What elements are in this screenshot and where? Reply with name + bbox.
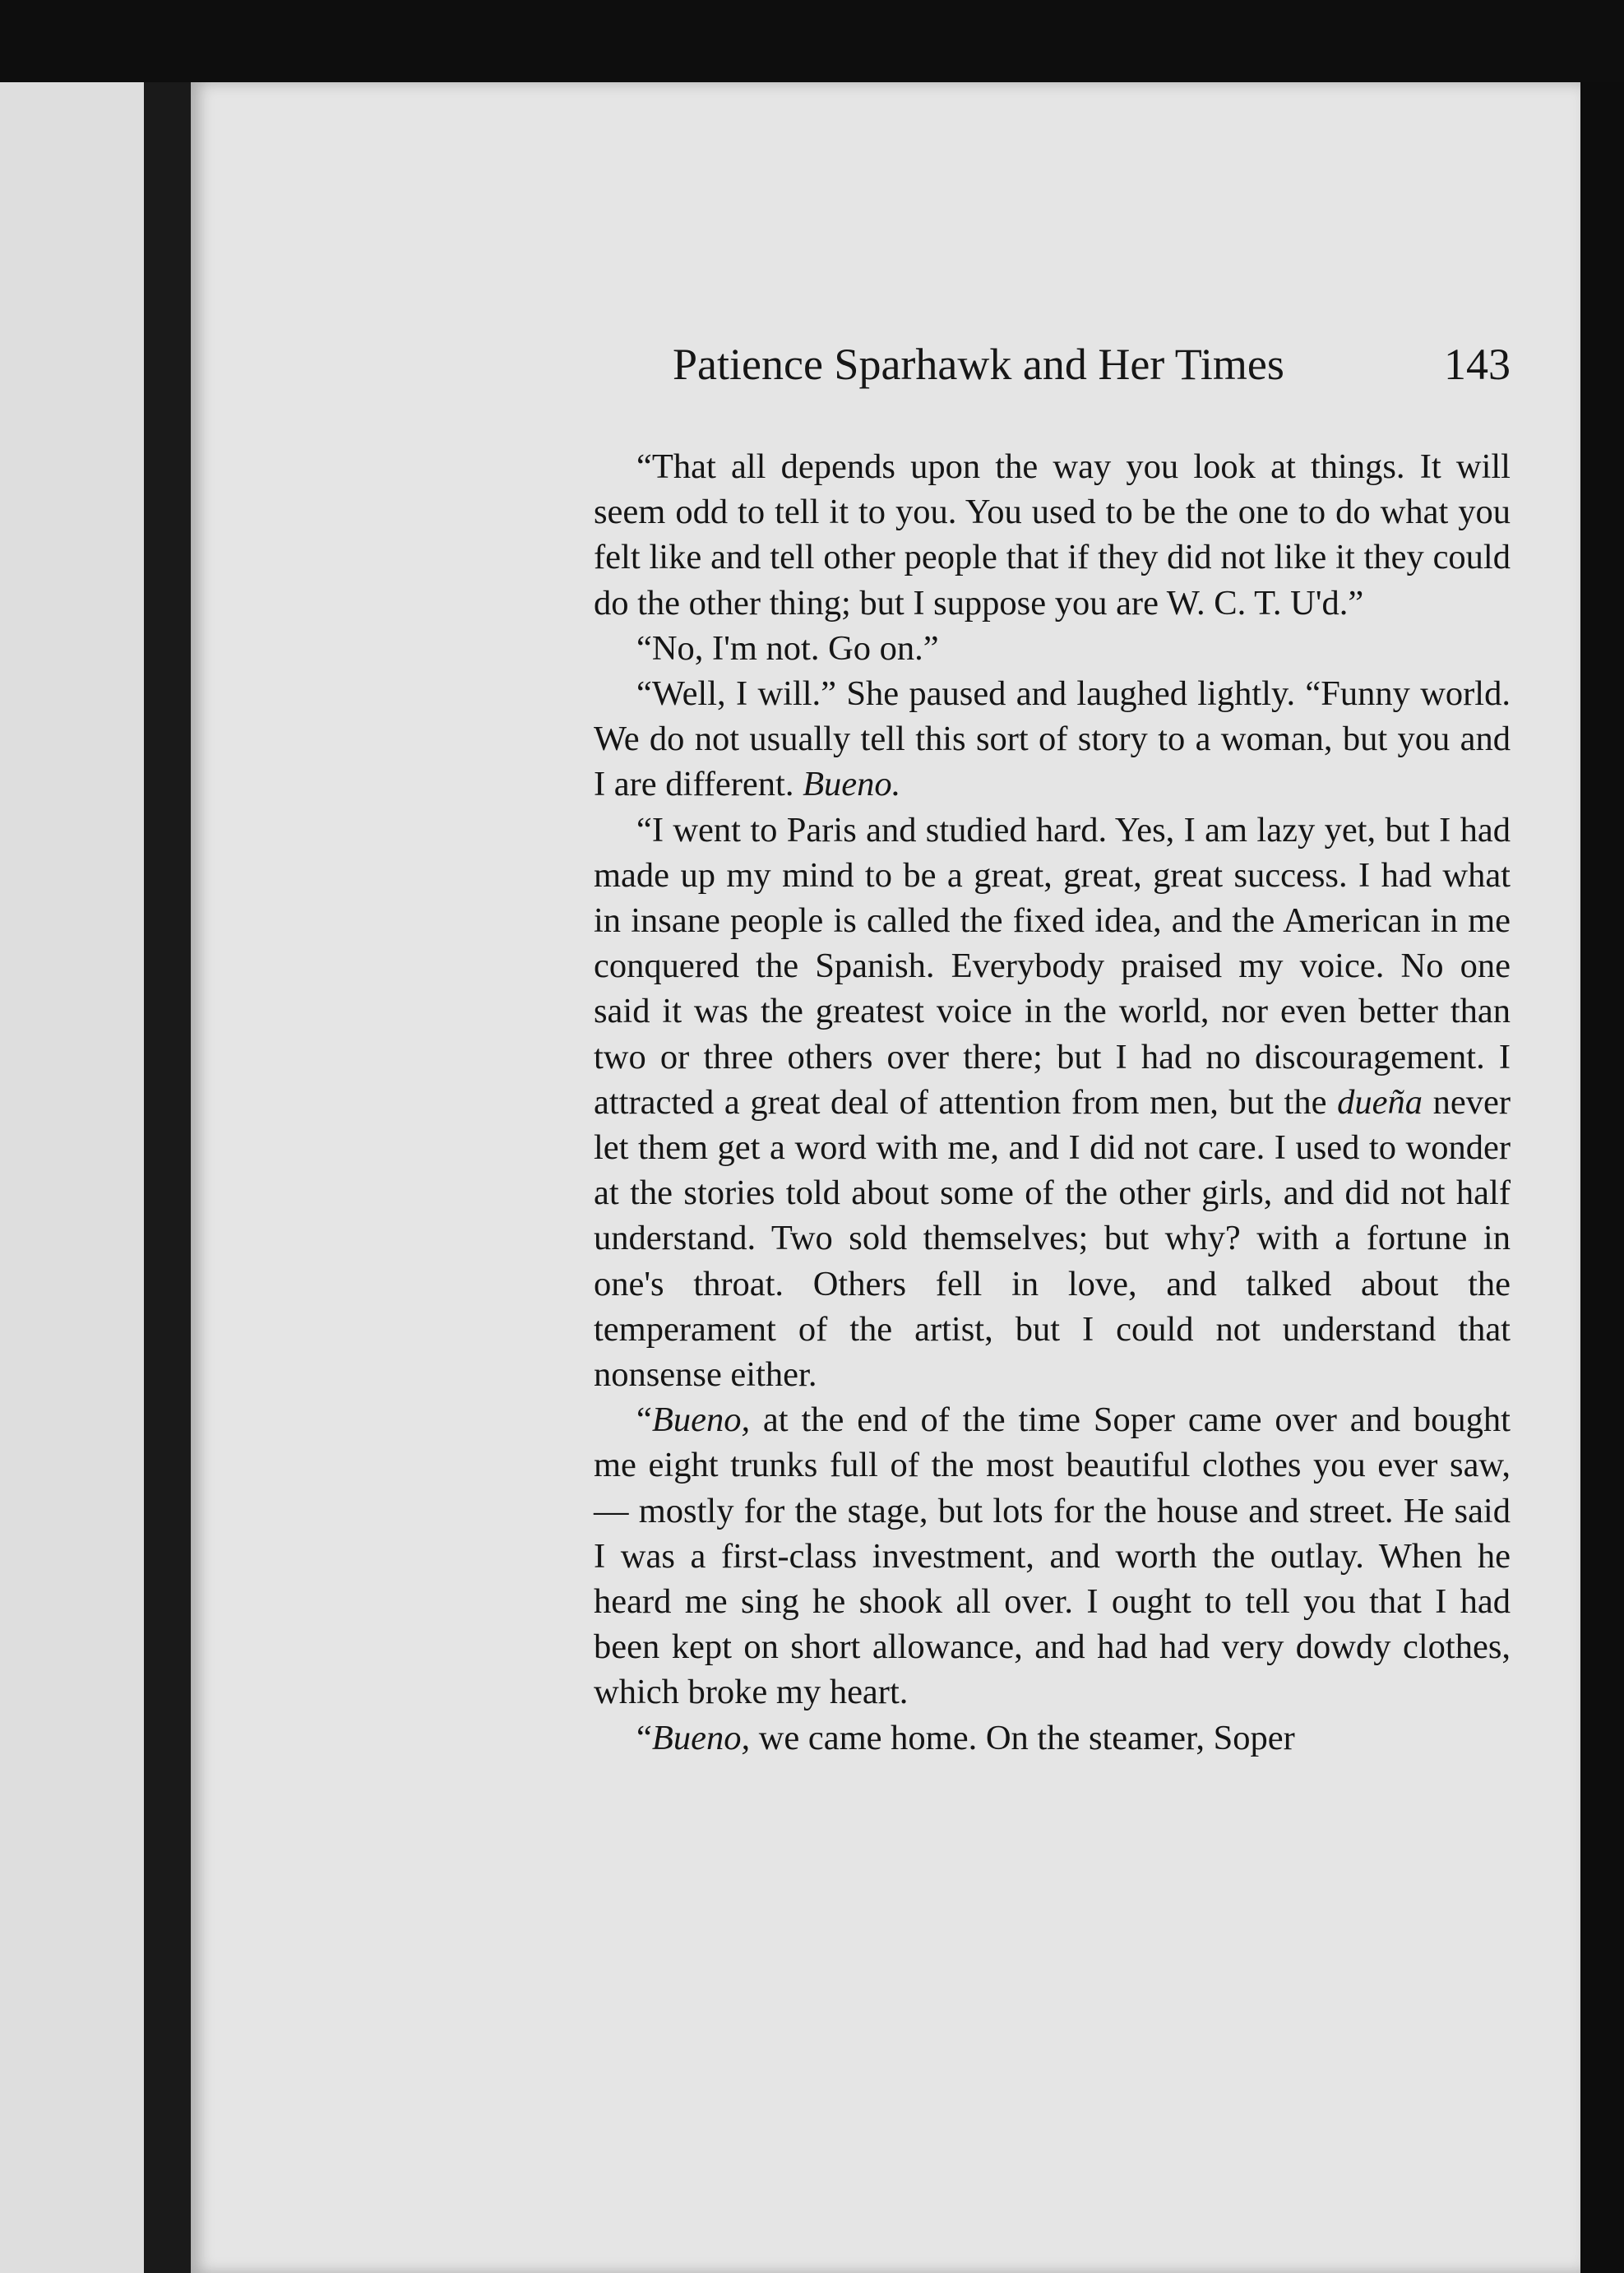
page-number: 143 <box>1444 340 1511 389</box>
running-head <box>191 339 1511 396</box>
book-gutter <box>144 82 193 2273</box>
body-text <box>594 444 1511 1761</box>
paragraph-3-text: “Well, I will.” She paused and laughed lightly. “Funny world. We do not usually tell this sort of story to a woman, but you and I are different. <box>594 674 1511 804</box>
paragraph-1: “That all depends upon the way you look at things. It will seem odd to tell it to you. You used to be the one to do what you felt like and tell other people that if they did not like it they could do the other thing; but I suppose you are W. C. T. U'd.” <box>594 447 1511 623</box>
paragraph-4 <box>594 808 1511 1398</box>
paragraph-5-text: at the end of the time Soper came over and bought me eight trunks full of the most beautiful clothes you ever saw, — mostly for the stage, but lots for the house and street. He said I was a first-class investment, and worth the outlay. When he heard me sing he shook all over. I ought to tell you that I had been kept on short allowance, and had had very dowdy clothes, which broke my heart. <box>594 1400 1511 1712</box>
paragraph-6-quote: “ <box>636 1718 652 1757</box>
paragraph-3-italic: Bueno. <box>803 765 901 804</box>
paragraph-6-text: we came home. On the steamer, Soper <box>750 1718 1295 1757</box>
paragraph-5-italic: Bueno, <box>651 1400 751 1440</box>
paragraph-6-italic: Bueno, <box>651 1718 751 1757</box>
scan-right-border <box>1580 82 1624 2273</box>
paragraph-2: “No, I'm not. Go on.” <box>636 628 939 668</box>
paragraph-4-text: “I went to Paris and studied hard. Yes, I am lazy yet, but I had made up my mind to be a great, great, great success. I had what in insane people is called the fixed idea, and the American in me conquered the Spanish. Everybody praised my voice. No one said it was the greatest voice in the world, nor even better than two or three others over there; but I had no discouragement. I attracted a great deal of attention from men, but the <box>594 810 1511 1122</box>
book-page <box>191 82 1580 2273</box>
paragraph-5 <box>594 1397 1511 1715</box>
paragraph-4-text-end: never let them get a word with me, and I did not care. I used to wonder at the stories told about some of the other girls, and did not half understand. Two sold themselves; but why? with a fortune in one's throat. Others fell in love, and talked about the temperament of the artist, but I could not understand that nonsense either. <box>594 1082 1511 1395</box>
paragraph-5-quote: “ <box>636 1400 652 1440</box>
paragraph-6 <box>594 1715 1511 1761</box>
paragraph-3 <box>594 671 1511 808</box>
scan-top-border <box>0 0 1624 90</box>
running-title: Patience Sparhawk and Her Times <box>673 340 1284 389</box>
paragraph-4-italic: dueña <box>1337 1082 1423 1122</box>
